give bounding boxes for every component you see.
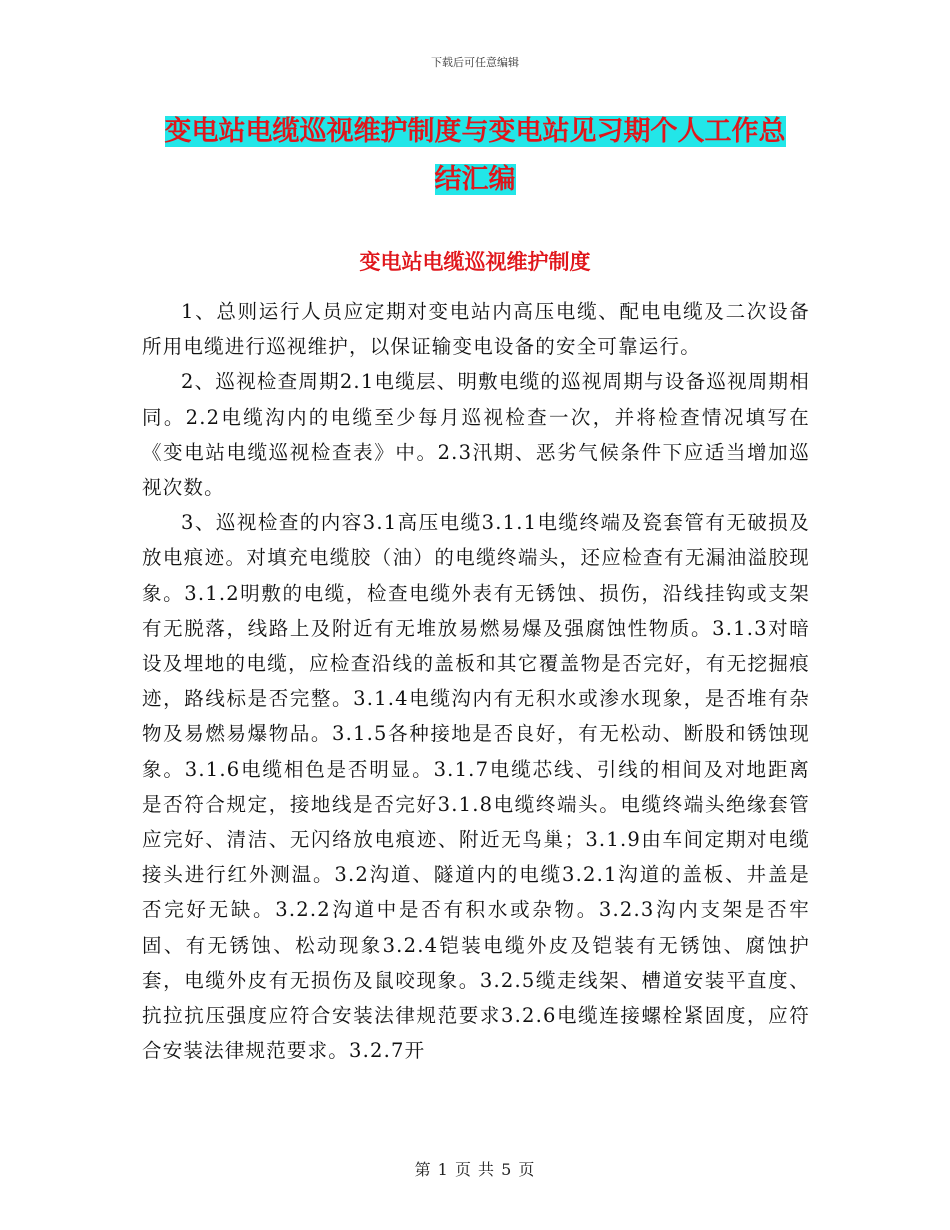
page-number: 第 1 页 共 5 页 bbox=[414, 1160, 536, 1179]
section-title: 变电站电缆巡视维护制度 bbox=[359, 250, 591, 274]
page-header-note: 下载后可任意编辑 bbox=[431, 56, 519, 69]
document-title-line-2: 结汇编 bbox=[434, 164, 516, 195]
paragraph-inspection-content: 3、巡视检查的内容3.1高压电缆3.1.1电缆终端及瓷套管有无破损及放电痕迹。对填充电缆胶（油）的电缆终端头，还应检查有无漏油溢胶现象。3.1.2明敷的电缆，检查电缆外表有无锈蚀、损伤，沿线挂钩或支架有无脱落，线路上及附近有无堆放易燃易爆及强腐蚀性物质。3.1.3对暗设及埋地的电缆，应检查沿线的盖板和其它覆盖物是否完好，有无挖掘痕迹，路线标是否完整。3.1.4电缆沟内有无积水或渗水现象，是否堆有杂物及易燃易爆物品。3.1.5各种接地是否良好，有无松动、断股和锈蚀现象。3.1.6电缆相色是否明显。3.1.7电缆芯线、引线的相间及对地距离是否符合规定，接地线是否完好3.1.8电缆终端头。电缆终端头绝缘套管应完好、清洁、无闪络放电痕迹、附近无鸟巢；3.1.9由车间定期对电缆接头进行红外测温。3.2沟道、隧道内的电缆3.2.1沟道的盖板、井盖是否完好无缺。3.2.2沟道中是否有积水或杂物。3.2.3沟内支架是否牢固、有无锈蚀、松动现象3.2.4铠装电缆外皮及铠装有无锈蚀、腐蚀护套，电缆外皮有无损伤及鼠咬现象。3.2.5缆走线架、槽道安装平直度、抗拉抗压强度应符合安装法律规范要求3.2.6电缆连接螺栓紧固度，应符合安装法律规范要求。3.2.7开 bbox=[142, 511, 810, 1063]
paragraph-inspection-cycle: 2、巡视检查周期2.1电缆层、明敷电缆的巡视周期与设备巡视周期相同。2.2电缆沟内的电缆至少每月巡视检查一次，并将检查情况填写在《变电站电缆巡视检查表》中。2.3汛期、恶劣气候条件下应适当增加巡视次数。 bbox=[142, 370, 810, 500]
document-title bbox=[140, 108, 810, 204]
paragraph-general: 1、总则运行人员应定期对变电站内高压电缆、配电电缆及二次设备所用电缆进行巡视维护，以保证输变电设备的安全可靠运行。 bbox=[142, 300, 810, 359]
document-title-line-1: 变电站电缆巡视维护制度与变电站见习期个人工作总 bbox=[164, 116, 786, 147]
document-body bbox=[142, 294, 810, 1068]
